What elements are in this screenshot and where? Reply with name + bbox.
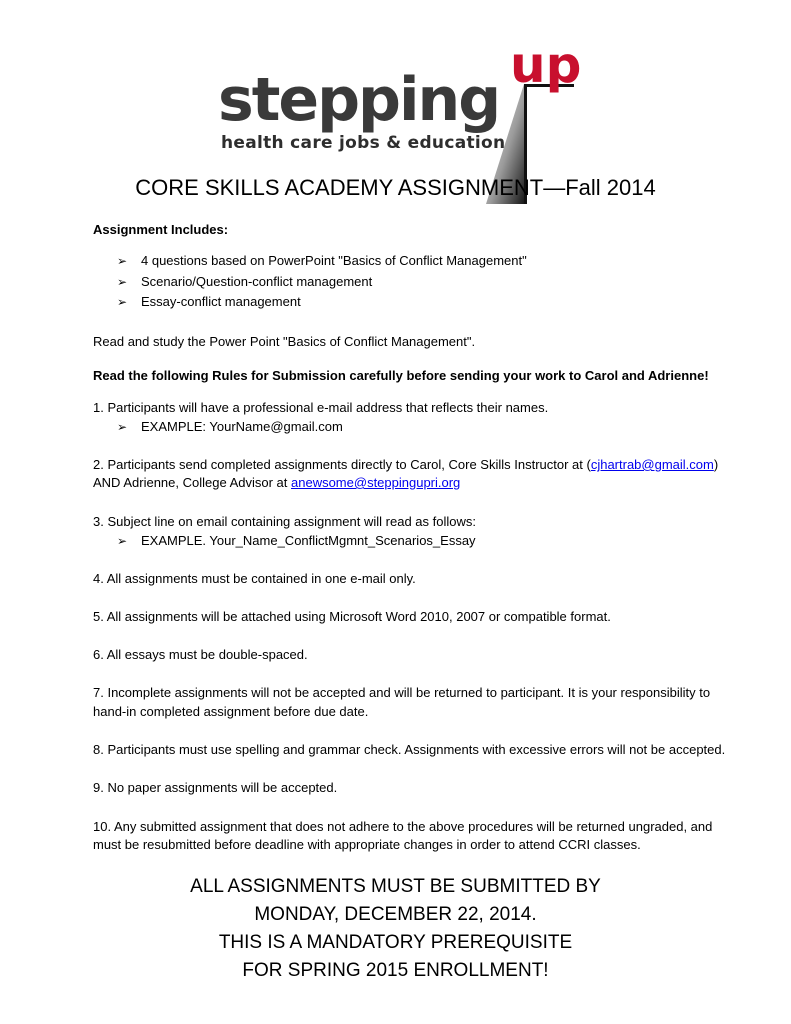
include-item: ➢ 4 questions based on PowerPoint "Basics of Conflict Management" [117,253,527,268]
final-notice-line: THIS IS A MANDATORY PREREQUISITE [218,932,573,953]
logo-up: up [510,36,582,94]
page-title: CORE SKILLS ACADEMY ASSIGNMENT—Fall 2014 [135,175,656,200]
rule-2-line-2: AND Adrienne, College Advisor at anewsome@steppingupri.org [93,475,461,490]
rule-7-line-2: hand-in completed assignment before due date. [93,704,369,719]
rule-1: 1. Participants will have a professional e-mail address that reflects their names. [93,400,549,415]
rule-1-example: ➢ EXAMPLE: YourName@gmail.com [117,419,343,434]
rule-2: 2. Participants send completed assignments directly to Carol, Core Skills Instructor at (cjhartrab@gmail.com) [93,457,719,472]
rule-5: 5. All assignments will be attached using Microsoft Word 2010, 2007 or compatible format. [93,609,611,624]
arrow-bullet-icon: ➢ [117,534,128,548]
adrienne-email-link[interactable]: anewsome@steppingupri.org [291,475,461,490]
rule-9: 9. No paper assignments will be accepted. [93,780,338,795]
arrow-bullet-icon: ➢ [117,295,128,309]
rule-8: 8. Participants must use spelling and grammar check. Assignments with excessive errors will not be accepted. [93,742,726,757]
read-study-text: Read and study the Power Point "Basics of Conflict Management". [93,334,476,349]
carol-email-link[interactable]: cjhartrab@gmail.com [590,457,714,472]
rule-4: 4. All assignments must be contained in one e-mail only. [93,571,416,586]
include-item: ➢ Scenario/Question-conflict management [117,274,373,289]
rule-6: 6. All essays must be double-spaced. [93,647,308,662]
logo-word: stepping [218,65,500,135]
arrow-bullet-icon: ➢ [117,254,128,268]
final-notice-line: FOR SPRING 2015 ENROLLMENT! [242,960,549,981]
rule-7: 7. Incomplete assignments will not be accepted and will be returned to participant. It is your responsibility to [93,685,711,700]
includes-heading: Assignment Includes: [93,222,229,237]
final-notice-line: ALL ASSIGNMENTS MUST BE SUBMITTED BY [190,876,601,897]
arrow-bullet-icon: ➢ [117,420,128,434]
logo-tagline: health care jobs & education [221,133,506,153]
rule-3: 3. Subject line on email containing assignment will read as follows: [93,514,476,529]
rules-heading: Read the following Rules for Submission carefully before sending your work to Carol and Adrienne! [93,368,709,383]
include-item: ➢ Essay-conflict management [117,294,301,309]
stepping-up-logo [218,36,582,160]
arrow-bullet-icon: ➢ [117,275,128,289]
rule-3-example: ➢ EXAMPLE. Your_Name_ConflictMgmnt_Scenarios_Essay [117,533,476,548]
rule-10: 10. Any submitted assignment that does not adhere to the above procedures will be returned ungraded, and [93,819,713,834]
rule-10-line-2: must be resubmitted before deadline with appropriate changes in order to attend CCRI classes. [93,837,641,852]
final-notice-line: MONDAY, DECEMBER 22, 2014. [254,904,537,925]
